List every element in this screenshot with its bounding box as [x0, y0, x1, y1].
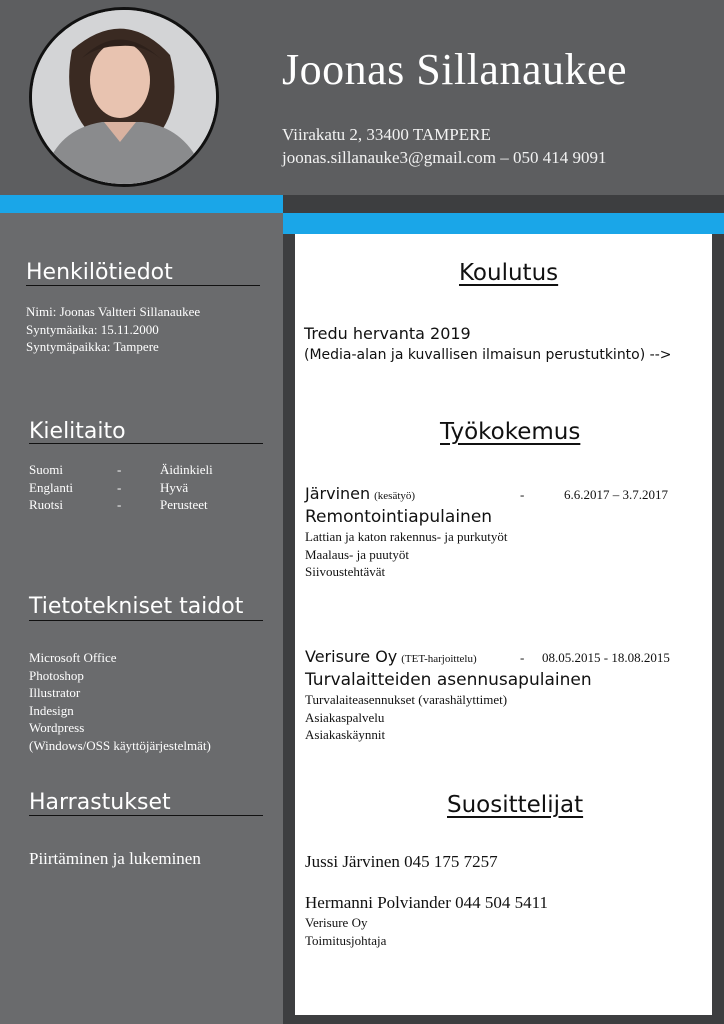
it-skills-list: [29, 649, 211, 754]
job-task: Asiakaspalvelu: [305, 709, 385, 725]
education-degree: (Media-alan ja kuvallisen ilmaisun perustutkinto) -->: [304, 347, 672, 363]
personal-line: Nimi: Joonas Valtteri Sillanaukee: [26, 304, 201, 319]
accent-bar-right: [283, 213, 724, 234]
language-row: [29, 496, 259, 514]
personal-info: [26, 303, 200, 356]
language-row: [29, 461, 259, 479]
job-header: [305, 647, 705, 667]
profile-photo: [32, 10, 216, 184]
skill-item: Indesign: [29, 702, 74, 718]
reference-name-phone: Jussi Järvinen 045 175 7257: [305, 852, 498, 871]
reference-details: [305, 914, 386, 949]
job-dates: 6.6.2017 – 3.7.2017: [564, 487, 668, 502]
address: Viirakatu 2, 33400 TAMPERE: [282, 125, 491, 144]
job-type: (TET-harjoittelu): [401, 653, 477, 665]
hobbies-text: Piirtäminen ja lukeminen: [29, 849, 201, 868]
job-task: Turvalaiteasennukset (varashälyttimet): [305, 692, 508, 707]
language-level: Perusteet: [160, 497, 208, 512]
hobbies-divider: [29, 815, 263, 816]
job-type: (kesätyö): [374, 490, 416, 502]
job-task: Lattian ja katon rakennus- ja purkutyöt: [305, 529, 508, 544]
language-level: Äidinkieli: [160, 462, 213, 477]
personal-divider: [26, 285, 260, 286]
job-dates: 08.05.2015 - 18.08.2015: [542, 650, 670, 665]
job-task: Siivoustehtävät: [305, 564, 386, 579]
work-heading: Työkokemus: [440, 419, 581, 445]
job-sep: -: [520, 487, 525, 502]
language-sep: -: [117, 479, 122, 495]
language-name: Englanti: [29, 479, 74, 495]
job-role: Turvalaitteiden asennusapulainen: [305, 670, 592, 690]
job-task: Maalaus- ja puutyöt: [305, 546, 409, 562]
language-level: Hyvä: [160, 479, 189, 495]
job-sep: -: [520, 650, 525, 665]
accent-bar-left: [0, 195, 283, 213]
reference-line: Verisure Oy: [305, 915, 368, 930]
skill-item: Microsoft Office: [29, 650, 117, 665]
language-row: [29, 479, 259, 497]
hobbies-heading: Harrastukset: [29, 790, 171, 815]
languages-heading: Kielitaito: [29, 419, 126, 444]
language-sep: -: [117, 462, 122, 477]
it-skills-divider: [29, 620, 263, 621]
job-tasks: [305, 528, 508, 581]
languages-divider: [29, 443, 263, 444]
email-phone: joonas.sillanauke3@gmail.com – 050 414 9091: [282, 148, 607, 167]
job-role: Remontointiapulainen: [305, 507, 493, 527]
references-heading: Suosittelijat: [447, 792, 584, 818]
reference-line: Toimitusjohtaja: [305, 932, 387, 948]
education-heading: Koulutus: [459, 260, 559, 286]
skill-item: (Windows/OSS käyttöjärjestelmät): [29, 737, 211, 753]
personal-line: Syntymäaika: 15.11.2000: [26, 321, 159, 337]
full-name: Joonas Sillanaukee: [282, 45, 628, 94]
language-name: Ruotsi: [29, 497, 63, 512]
job-employer: Verisure Oy: [305, 647, 398, 666]
language-sep: -: [117, 497, 122, 512]
job-task: Asiakaskäynnit: [305, 727, 386, 742]
languages-list: [29, 461, 259, 514]
skill-item: Photoshop: [29, 667, 84, 683]
personal-line: Syntymäpaikka: Tampere: [26, 339, 159, 354]
skill-item: Wordpress: [29, 720, 85, 735]
language-name: Suomi: [29, 462, 63, 477]
job-employer: Järvinen: [305, 484, 371, 503]
reference-name-phone: Hermanni Polviander 044 504 5411: [305, 893, 548, 912]
job-header: [305, 484, 705, 504]
education-school: Tredu hervanta 2019: [304, 324, 471, 343]
it-skills-heading: Tietotekniset taidot: [29, 594, 244, 619]
job-tasks: [305, 691, 507, 744]
skill-item: Illustrator: [29, 685, 81, 700]
personal-heading: Henkilötiedot: [26, 260, 173, 285]
